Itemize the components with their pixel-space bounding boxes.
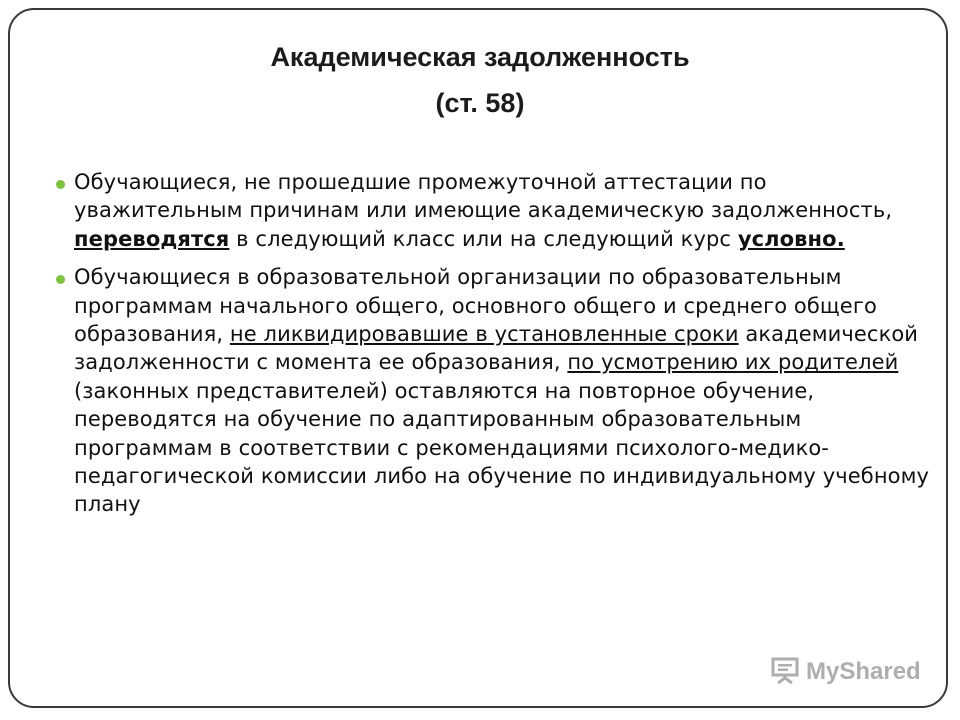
bullet-text-2 <box>74 263 934 519</box>
bullet-list <box>74 168 934 529</box>
slide-subtitle: (ст. 58) <box>435 88 525 118</box>
presentation-board-icon <box>770 655 800 689</box>
text-fragment: (законных представителей) оставляются на повторное обучение, переводятся на обучение по адаптированным образовательным программам в соответствии с рекомендациями психолого-медико-педагогической комиссии либо на обучение по индивидуальному учебному плану <box>74 378 930 517</box>
text-fragment: Обучающиеся, не прошедшие промежуточной аттестации по уважительным причинам или имеющие академическую задолженность, <box>74 170 893 223</box>
watermark-logo <box>770 655 921 689</box>
text-fragment: Обучающиеся в образовательной организации по образовательным программам начального общего, основного общего и среднего общего образования, <box>74 265 877 347</box>
bullet-text-1 <box>74 168 934 253</box>
underlined-emphasis: условно. <box>737 226 845 251</box>
bullet-item-1 <box>74 168 934 253</box>
slide-title: Академическая задолженность <box>270 42 690 72</box>
text-fragment: в следующий класс или на следующий курс <box>229 226 738 251</box>
underlined-text: не ликвидировавшие в установленные сроки <box>229 322 739 347</box>
bullet-item-2 <box>74 263 934 519</box>
text-fragment: академической задолженности с момента ее образования, <box>74 322 919 375</box>
underlined-text: по усмотрению их родителей <box>567 350 899 375</box>
watermark-text: MyShared <box>806 658 921 685</box>
bullet-dot-icon <box>56 180 65 189</box>
underlined-emphasis: переводятся <box>74 226 230 251</box>
